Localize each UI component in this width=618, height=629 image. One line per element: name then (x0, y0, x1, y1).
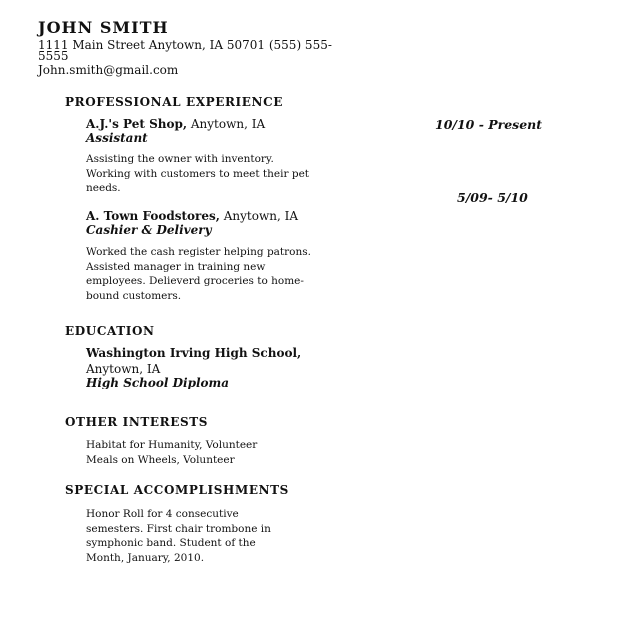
section-heading-accomplishments: SPECIAL ACCOMPLISHMENTS (65, 483, 289, 497)
interest-item: Habitat for Humanity, Volunteer (86, 439, 258, 451)
job-role: Cashier & Delivery (86, 223, 212, 237)
job-description: Assisting the owner with inventory. Working with customers to meet their pet needs. (86, 153, 310, 194)
job-role: Assistant (86, 131, 148, 145)
interest-item: Meals on Wheels, Volunteer (86, 454, 235, 466)
contact-address: 1111 Main Street Anytown, IA 50701 (555) 555-5555 (38, 38, 332, 63)
school-name: Washington Irving High School, (86, 346, 302, 360)
section-heading-experience: PROFESSIONAL EXPERIENCE (65, 95, 283, 109)
job-employer: A. Town Foodstores, (86, 209, 220, 223)
section-heading-interests: OTHER INTERESTS (65, 415, 209, 429)
accomplishments-text: Honor Roll for 4 consecutive semesters. First chair trombone in symphonic band. Student of the Month, January, 2010. (86, 508, 271, 564)
job-location: Anytown, IA (219, 209, 298, 223)
school-location: Anytown, IA (86, 362, 161, 376)
contact-email: John.smith@gmail.com (38, 63, 179, 77)
job-description: Worked the cash register helping patrons. Assisted manager in training new employees. Delieverd groceries to home-bound customers. (86, 246, 311, 302)
job-dates: 5/09- 5/10 (457, 190, 528, 205)
job-employer: A.J.'s Pet Shop, (86, 117, 188, 131)
degree: High School Diploma (86, 376, 230, 389)
job-dates: 10/10 - Present (435, 117, 543, 132)
job-location: Anytown, IA (187, 117, 266, 131)
job-title-line (86, 118, 265, 131)
job-title-line (86, 210, 298, 223)
resume-name: JOHN SMITH (38, 18, 169, 37)
degree-clip (86, 376, 229, 389)
section-heading-education: EDUCATION (65, 324, 155, 338)
